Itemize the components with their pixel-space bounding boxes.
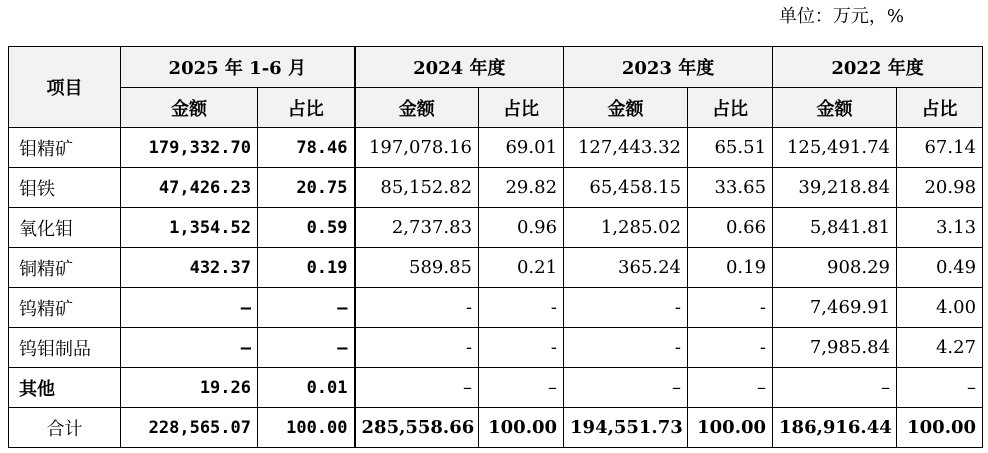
header-amount: 金额	[564, 88, 688, 128]
header-ratio: 占比	[897, 88, 983, 128]
row-label: 氧化钼	[9, 208, 121, 248]
table-row	[9, 128, 983, 168]
cell-amount: 39,218.84	[773, 168, 897, 208]
cell-amount: -	[355, 288, 479, 328]
row-label: 钨钼制品	[9, 328, 121, 368]
table-row	[9, 208, 983, 248]
cell-ratio: 78.46	[258, 128, 355, 168]
cell-ratio: 69.01	[479, 128, 564, 168]
cell-amount: 47,426.23	[121, 168, 258, 208]
table-row	[9, 168, 983, 208]
cell-amount: 908.29	[773, 248, 897, 288]
cell-amount: 194,551.73	[564, 408, 688, 448]
cell-ratio: 0.96	[479, 208, 564, 248]
cell-amount: 589.85	[355, 248, 479, 288]
row-label: 合计	[9, 408, 121, 448]
cell-amount: 5,841.81	[773, 208, 897, 248]
cell-amount: 125,491.74	[773, 128, 897, 168]
cell-ratio: -	[479, 328, 564, 368]
cell-ratio: 0.01	[258, 368, 355, 408]
header-amount: 金额	[773, 88, 897, 128]
cell-ratio: 100.00	[479, 408, 564, 448]
cell-amount: 85,152.82	[355, 168, 479, 208]
cell-amount: -	[355, 328, 479, 368]
revenue-table	[8, 46, 983, 448]
cell-amount: 365.24	[564, 248, 688, 288]
cell-ratio: 67.14	[897, 128, 983, 168]
table-row	[9, 248, 983, 288]
table-row	[9, 288, 983, 328]
cell-amount: 285,558.66	[355, 408, 479, 448]
cell-ratio: 20.98	[897, 168, 983, 208]
cell-amount: 19.26	[121, 368, 258, 408]
cell-ratio: 0.19	[688, 248, 773, 288]
cell-amount: –	[121, 288, 258, 328]
cell-amount: 1,354.52	[121, 208, 258, 248]
cell-ratio: 0.66	[688, 208, 773, 248]
cell-ratio: 65.51	[688, 128, 773, 168]
header-period-2025h1: 2025 年 1-6 月	[121, 47, 355, 88]
cell-ratio: 100.00	[897, 408, 983, 448]
cell-ratio: –	[897, 368, 983, 408]
table-row	[9, 328, 983, 368]
row-label: 钨精矿	[9, 288, 121, 328]
cell-amount: –	[564, 368, 688, 408]
cell-amount: 179,332.70	[121, 128, 258, 168]
cell-ratio: 100.00	[688, 408, 773, 448]
cell-amount: -	[564, 288, 688, 328]
table-row-total	[9, 408, 983, 448]
header-amount: 金额	[355, 88, 479, 128]
cell-amount: –	[121, 328, 258, 368]
cell-amount: 432.37	[121, 248, 258, 288]
cell-ratio: -	[688, 288, 773, 328]
row-label: 钼铁	[9, 168, 121, 208]
cell-ratio: 4.00	[897, 288, 983, 328]
cell-amount: 1,285.02	[564, 208, 688, 248]
cell-ratio: –	[479, 368, 564, 408]
header-period-2022: 2022 年度	[773, 47, 983, 88]
cell-amount: -	[564, 328, 688, 368]
cell-amount: 127,443.32	[564, 128, 688, 168]
row-label: 铜精矿	[9, 248, 121, 288]
cell-ratio: 4.27	[897, 328, 983, 368]
cell-amount: –	[773, 368, 897, 408]
cell-ratio: 33.65	[688, 168, 773, 208]
cell-ratio: -	[688, 328, 773, 368]
cell-amount: –	[355, 368, 479, 408]
header-row-metrics	[9, 88, 983, 128]
header-ratio: 占比	[258, 88, 355, 128]
cell-amount: 228,565.07	[121, 408, 258, 448]
unit-note: 单位：万元，%	[778, 6, 904, 27]
cell-ratio: –	[258, 288, 355, 328]
cell-ratio: 0.59	[258, 208, 355, 248]
header-item: 项目	[9, 47, 121, 128]
cell-amount: 197,078.16	[355, 128, 479, 168]
row-label: 其他	[9, 368, 121, 408]
cell-ratio: 0.21	[479, 248, 564, 288]
cell-ratio: 3.13	[897, 208, 983, 248]
cell-ratio: -	[479, 288, 564, 328]
cell-amount: 7,469.91	[773, 288, 897, 328]
row-label: 钼精矿	[9, 128, 121, 168]
cell-ratio: 100.00	[258, 408, 355, 448]
header-amount: 金额	[121, 88, 258, 128]
cell-amount: 65,458.15	[564, 168, 688, 208]
cell-ratio: –	[688, 368, 773, 408]
cell-ratio: –	[258, 328, 355, 368]
header-ratio: 占比	[688, 88, 773, 128]
header-row-periods	[9, 47, 983, 88]
cell-ratio: 0.19	[258, 248, 355, 288]
header-period-2023: 2023 年度	[564, 47, 773, 88]
header-period-2024: 2024 年度	[355, 47, 564, 88]
cell-amount: 2,737.83	[355, 208, 479, 248]
cell-amount: 7,985.84	[773, 328, 897, 368]
cell-ratio: 0.49	[897, 248, 983, 288]
cell-ratio: 29.82	[479, 168, 564, 208]
cell-ratio: 20.75	[258, 168, 355, 208]
table-row	[9, 368, 983, 408]
header-ratio: 占比	[479, 88, 564, 128]
cell-amount: 186,916.44	[773, 408, 897, 448]
